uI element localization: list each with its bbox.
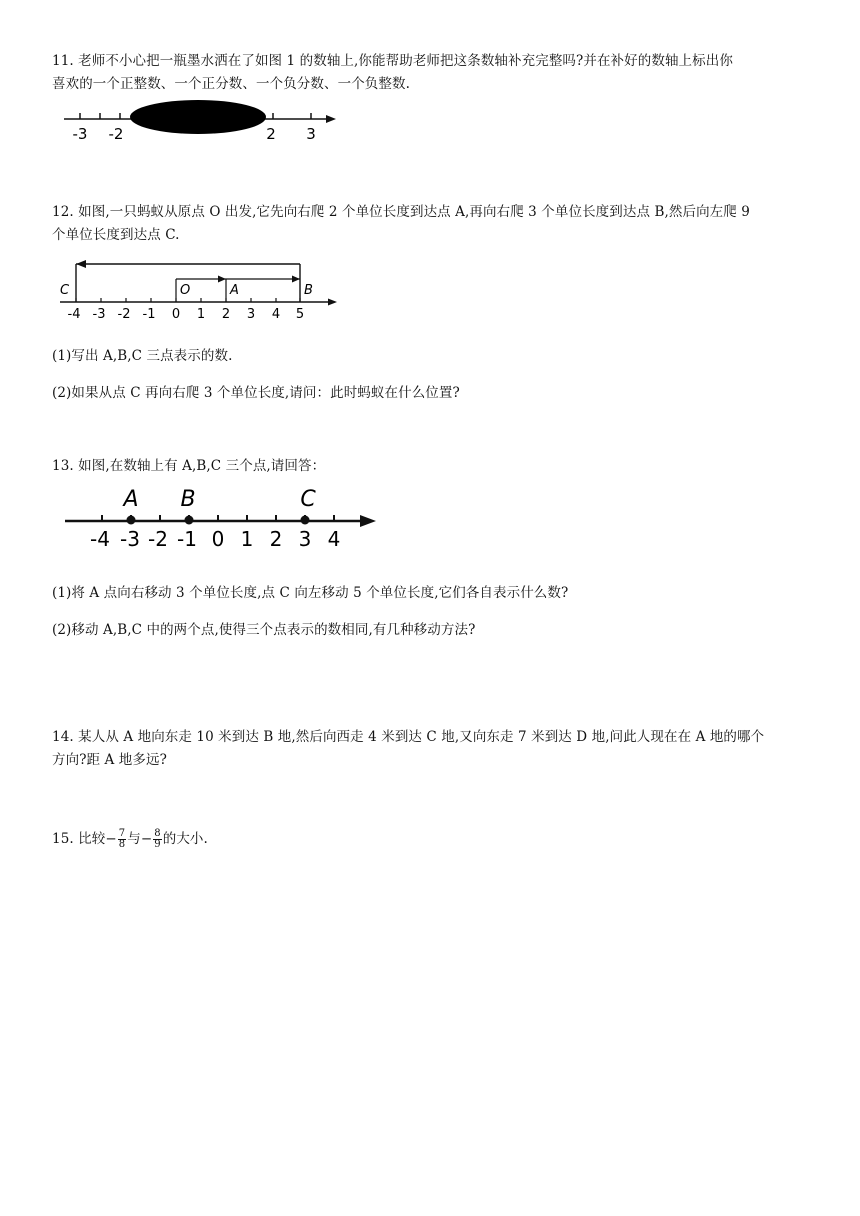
q12-line2: 个单位长度到达点 C. bbox=[52, 227, 180, 243]
point-label-o: O bbox=[180, 283, 191, 298]
q14-line2: 方向?距 A 地多远? bbox=[52, 752, 167, 768]
tick-label: 2 bbox=[269, 527, 283, 551]
tick-label: 3 bbox=[298, 527, 312, 551]
tick-label: -3 bbox=[92, 307, 106, 322]
q13-sub1: (1)将 A 点向右移动 3 个单位长度,点 C 向左移动 5 个单位长度,它们各自表示什么数? bbox=[52, 585, 569, 601]
q13-sub2: (2)移动 A,B,C 中的两个点,使得三个点表示的数相同,有几种移动方法? bbox=[52, 622, 476, 638]
tick-label-neg3: -3 bbox=[72, 125, 88, 143]
point-a-dot bbox=[127, 516, 136, 525]
point-label-b: B bbox=[180, 487, 196, 512]
tick-label-2: 2 bbox=[266, 125, 276, 143]
tick-label: 0 bbox=[171, 307, 181, 322]
tick-label: -1 bbox=[177, 527, 197, 551]
point-c-dot bbox=[301, 516, 310, 525]
q15-line bbox=[52, 826, 812, 852]
q12-line1: 12. 如图,一只蚂蚁从原点 O 出发,它先向右爬 2 个单位长度到达点 A,再向右爬 3 个单位长度到达点 B,然后向左爬 9 bbox=[52, 204, 750, 220]
ink-blot bbox=[130, 100, 266, 134]
tick-label: 4 bbox=[327, 527, 341, 551]
tick-label: -4 bbox=[90, 527, 110, 551]
fraction-numerator: 8 bbox=[154, 828, 161, 839]
point-label-c: C bbox=[300, 487, 316, 512]
tick-label-neg2: -2 bbox=[108, 125, 124, 143]
q15-suffix: 的大小. bbox=[162, 831, 208, 847]
fraction-denominator: 9 bbox=[154, 839, 161, 850]
point-label-c: C bbox=[60, 283, 70, 298]
tick-label: -2 bbox=[117, 307, 131, 322]
q14-line1: 14. 某人从 A 地向东走 10 米到达 B 地,然后向西走 4 米到达 C 地,又向东走 7 米到达 D 地,问此人现在在 A 地的哪个 bbox=[52, 729, 765, 745]
q11-number-line-figure bbox=[58, 100, 338, 148]
tick-label: 0 bbox=[211, 527, 225, 551]
point-label-a: A bbox=[123, 487, 139, 512]
tick-label: 5 bbox=[295, 307, 305, 322]
q15-middle: 与− bbox=[127, 831, 153, 847]
fraction-denominator: 8 bbox=[118, 839, 126, 850]
q15-prefix: 15. 比较− bbox=[52, 831, 117, 847]
axis-arrow bbox=[326, 115, 336, 123]
fraction-numerator: 7 bbox=[118, 828, 126, 839]
q12-sub2: (2)如果从点 C 再向右爬 3 个单位长度,请问：此时蚂蚁在什么位置? bbox=[52, 385, 460, 401]
tick-label: -1 bbox=[142, 307, 156, 322]
point-b-dot bbox=[185, 516, 194, 525]
q13-line1: 13. 如图,在数轴上有 A,B,C 三个点,请回答： bbox=[52, 458, 326, 474]
tick-label: -2 bbox=[148, 527, 168, 551]
tick-label: 3 bbox=[246, 307, 256, 322]
point-label-b: B bbox=[304, 283, 313, 298]
q13-number-line-figure bbox=[60, 482, 380, 552]
tick-label: 1 bbox=[196, 307, 206, 322]
fraction-7-8 bbox=[118, 829, 126, 850]
tick-label-3: 3 bbox=[306, 125, 316, 143]
tick-label: 4 bbox=[271, 307, 281, 322]
q12-sub1: (1)写出 A,B,C 三点表示的数. bbox=[52, 348, 233, 364]
tick-label: 2 bbox=[221, 307, 231, 322]
tick-label: 1 bbox=[240, 527, 254, 551]
q11-line1: 11. 老师不小心把一瓶墨水洒在了如图 1 的数轴上,你能帮助老师把这条数轴补充完整吗?并在补好的数轴上标出你 bbox=[52, 53, 733, 69]
q11-line2: 喜欢的一个正整数、一个正分数、一个负分数、一个负整数. bbox=[52, 76, 410, 92]
tick-label: -4 bbox=[67, 307, 81, 322]
point-label-a: A bbox=[230, 283, 239, 298]
fraction-8-9 bbox=[153, 829, 161, 850]
tick-label: -3 bbox=[120, 527, 140, 551]
q12-number-line-figure bbox=[56, 256, 341, 322]
